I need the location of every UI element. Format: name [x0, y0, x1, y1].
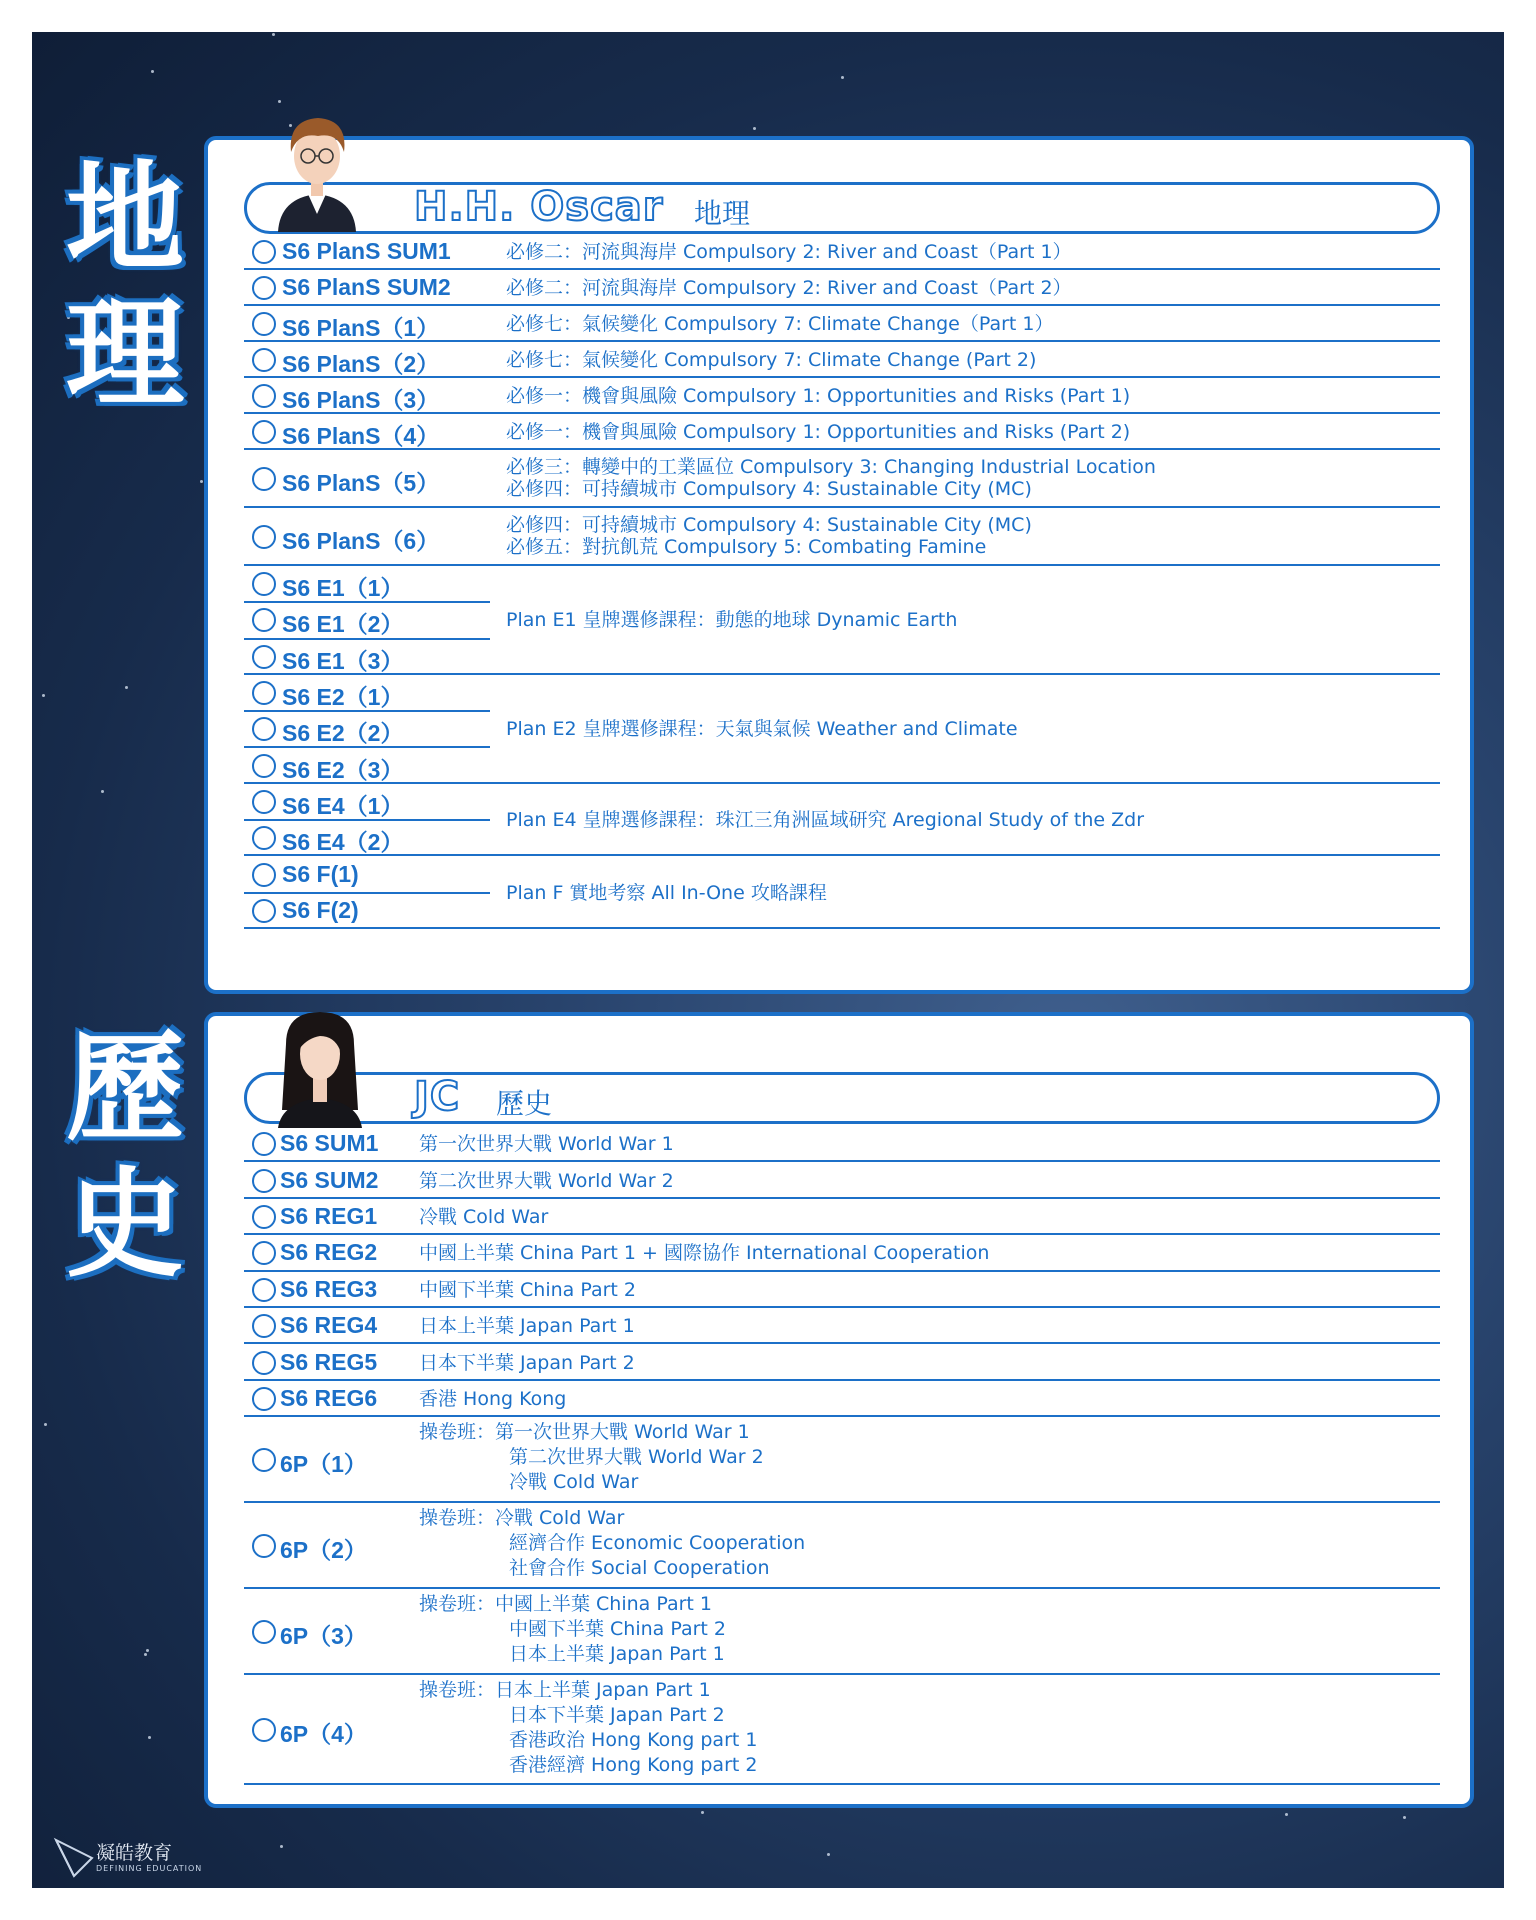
teacher-name: JC [414, 1074, 461, 1120]
course-row[interactable] [244, 1344, 1440, 1380]
select-circle[interactable] [252, 1314, 276, 1338]
course-group [244, 784, 1440, 857]
star [146, 1649, 149, 1652]
course-code: S6 F(2) [282, 896, 359, 923]
star [827, 1853, 830, 1856]
course-code: S6 REG3 [280, 1275, 378, 1302]
course-description: 日本上半葉 Japan Part 1 [509, 1643, 725, 1666]
course-description: 日本下半葉 Japan Part 2 [419, 1351, 635, 1374]
select-circle[interactable] [252, 1351, 276, 1375]
course-row[interactable] [244, 1235, 1440, 1271]
course-description: Plan E2 皇牌選修課程：天氣與氣候 Weather and Climate [506, 718, 1018, 741]
course-code: 6P（2） [280, 1537, 367, 1564]
star [101, 790, 104, 793]
select-circle[interactable] [252, 1718, 276, 1742]
course-code: S6 PlanS（3） [282, 387, 440, 413]
course-description: 必修五：對抗飢荒 Compulsory 5: Combating Famine [506, 536, 987, 558]
select-circle[interactable] [252, 863, 276, 887]
select-circle[interactable] [252, 826, 276, 850]
course-description: 第二次世界大戰 World War 2 [509, 1446, 764, 1469]
history-side-title [50, 1020, 200, 1292]
course-row[interactable] [244, 378, 1440, 414]
course-description: 必修七：氣候變化 Compulsory 7: Climate Change（Part 1） [506, 313, 1054, 335]
course-row[interactable] [244, 1162, 1440, 1198]
course-description: 必修七：氣候變化 Compulsory 7: Climate Change (Part 2) [506, 349, 1037, 371]
course-row[interactable] [244, 450, 1440, 508]
side-char: 理 [65, 285, 184, 423]
star [280, 1845, 283, 1848]
course-code: 6P（4） [280, 1721, 367, 1748]
subject-label: 地理 [694, 197, 751, 230]
select-circle[interactable] [252, 1169, 276, 1193]
course-description: 香港 Hong Kong [419, 1387, 567, 1410]
course-description: Plan E1 皇牌選修課程：動態的地球 Dynamic Earth [506, 609, 958, 632]
course-code: 6P（1） [280, 1451, 367, 1478]
course-description: 經濟合作 Economic Cooperation [509, 1532, 806, 1555]
select-circle[interactable] [252, 572, 276, 596]
subject-label: 歷史 [496, 1087, 553, 1120]
course-description: 操卷班：中國上半葉 China Part 1 [419, 1593, 712, 1616]
course-description: 第一次世界大戰 World War 1 [419, 1133, 674, 1156]
course-description: Plan F 實地考察 All In-One 攻略課程 [506, 881, 827, 904]
course-code: S6 SUM2 [280, 1166, 379, 1193]
course-description: 中國下半葉 China Part 2 [509, 1618, 726, 1641]
course-code: S6 E1（2） [282, 611, 404, 638]
course-description: 必修三：轉變中的工業區位 Compulsory 3: Changing Industrial Location [506, 456, 1156, 478]
course-description: 必修二：河流與海岸 Compulsory 2: River and Coast（Part 2） [506, 277, 1072, 299]
row-divider [244, 892, 490, 894]
course-description: 日本下半葉 Japan Part 2 [509, 1704, 725, 1727]
course-code: S6 E4（2） [282, 829, 404, 856]
logo-text-en: DEFINING EDUCATION [96, 1864, 203, 1873]
select-circle[interactable] [252, 1205, 276, 1229]
poster-background [32, 32, 1504, 1888]
course-row[interactable] [244, 1272, 1440, 1308]
course-code: S6 PlanS（4） [282, 423, 440, 449]
row-divider [244, 710, 490, 712]
select-circle[interactable] [252, 240, 276, 264]
course-description: 操卷班：第一次世界大戰 World War 1 [419, 1421, 750, 1444]
course-code: S6 REG5 [280, 1348, 378, 1375]
course-group [244, 675, 1440, 784]
course-row[interactable] [244, 1199, 1440, 1235]
row-divider [244, 638, 490, 640]
select-circle[interactable] [252, 681, 276, 705]
select-circle[interactable] [252, 1448, 276, 1472]
course-description: 操卷班：日本上半葉 Japan Part 1 [419, 1679, 711, 1702]
course-code: S6 E2（2） [282, 720, 404, 747]
geography-panel [204, 136, 1474, 994]
course-description: 必修四：可持續城市 Compulsory 4: Sustainable City (MC) [506, 478, 1032, 500]
course-code: S6 E1（3） [282, 647, 404, 674]
star [44, 1423, 47, 1426]
select-circle[interactable] [252, 608, 276, 632]
course-description: 第二次世界大戰 World War 2 [419, 1169, 674, 1192]
course-code: S6 E2（1） [282, 684, 404, 711]
course-row[interactable] [244, 1381, 1440, 1417]
course-code: S6 REG4 [280, 1312, 378, 1339]
row-divider [244, 819, 490, 821]
select-circle[interactable] [252, 276, 276, 300]
course-description: 必修二：河流與海岸 Compulsory 2: River and Coast（Part 1） [506, 241, 1072, 263]
course-description: 必修一：機會與風險 Compulsory 1: Opportunities and Risks (Part 2) [506, 421, 1131, 443]
course-description: 社會合作 Social Cooperation [509, 1557, 770, 1580]
star [1285, 1813, 1288, 1816]
star [841, 76, 844, 79]
course-description: 香港經濟 Hong Kong part 2 [509, 1754, 758, 1777]
star [1403, 1816, 1406, 1819]
select-circle[interactable] [252, 312, 276, 336]
course-code: S6 REG2 [280, 1239, 378, 1266]
course-row[interactable] [244, 342, 1440, 378]
select-circle[interactable] [252, 790, 276, 814]
course-code: S6 E4（1） [282, 792, 404, 819]
select-circle[interactable] [252, 1387, 276, 1411]
course-row[interactable] [244, 306, 1440, 342]
course-row[interactable] [244, 270, 1440, 306]
course-row[interactable] [244, 414, 1440, 450]
course-group [244, 856, 1440, 929]
course-group [244, 566, 1440, 675]
teacher-avatar [258, 102, 376, 232]
course-description: 日本上半葉 Japan Part 1 [419, 1315, 635, 1338]
star [148, 1736, 151, 1739]
side-char: 歷 [65, 1019, 184, 1157]
course-row[interactable] [244, 1503, 1440, 1589]
course-description: 必修一：機會與風險 Compulsory 1: Opportunities and Risks (Part 1) [506, 385, 1131, 407]
course-description: 冷戰 Cold War [509, 1471, 639, 1494]
star [144, 1653, 147, 1656]
star [753, 127, 756, 130]
course-code: S6 E1（1） [282, 575, 404, 602]
course-code: S6 E2（3） [282, 756, 404, 783]
course-description: 中國上半葉 China Part 1 + 國際協作 International Cooperation [419, 1242, 990, 1265]
course-description: 中國下半葉 China Part 2 [419, 1278, 636, 1301]
select-circle[interactable] [252, 525, 276, 549]
course-description: Plan E4 皇牌選修課程：珠江三角洲區域研究 Aregional Study of the Zdr [506, 809, 1145, 832]
course-code: S6 REG6 [280, 1384, 378, 1411]
select-circle[interactable] [252, 420, 276, 444]
select-circle[interactable] [252, 1241, 276, 1265]
select-circle[interactable] [252, 467, 276, 491]
select-circle[interactable] [252, 384, 276, 408]
select-circle[interactable] [252, 754, 276, 778]
course-row[interactable] [244, 234, 1440, 270]
star [42, 694, 45, 697]
course-row[interactable] [244, 1589, 1440, 1675]
course-description: 冷戰 Cold War [419, 1205, 549, 1228]
select-circle[interactable] [252, 348, 276, 372]
teacher-avatar [264, 1004, 376, 1128]
logo-icon [52, 1836, 96, 1880]
course-row[interactable] [244, 1308, 1440, 1344]
star [272, 33, 275, 36]
course-description: 操卷班：冷戰 Cold War [419, 1507, 625, 1530]
course-row[interactable] [244, 1675, 1440, 1785]
course-description: 香港政治 Hong Kong part 1 [509, 1729, 758, 1752]
geography-side-title [50, 150, 200, 422]
course-code: S6 PlanS（2） [282, 351, 440, 377]
row-divider [244, 746, 490, 748]
course-row[interactable] [244, 1126, 1440, 1162]
select-circle[interactable] [252, 1534, 276, 1558]
side-char: 地 [65, 149, 184, 287]
course-row[interactable] [244, 1417, 1440, 1503]
course-description: 必修四：可持續城市 Compulsory 4: Sustainable City (MC) [506, 514, 1032, 536]
course-code: S6 PlanS SUM2 [282, 274, 451, 300]
side-char: 史 [65, 1155, 184, 1293]
star [701, 1811, 704, 1814]
select-circle[interactable] [252, 899, 276, 923]
course-code: S6 PlanS（5） [282, 470, 440, 496]
select-circle[interactable] [252, 1132, 276, 1156]
star [125, 686, 128, 689]
star [200, 480, 203, 483]
select-circle[interactable] [252, 645, 276, 669]
teacher-name: H.H. Oscar [414, 184, 664, 230]
course-code: 6P（3） [280, 1623, 367, 1650]
row-divider [244, 601, 490, 603]
course-code: S6 PlanS（1） [282, 315, 440, 341]
course-code: S6 REG1 [280, 1202, 378, 1229]
history-panel [204, 1012, 1474, 1808]
select-circle[interactable] [252, 1278, 276, 1302]
select-circle[interactable] [252, 717, 276, 741]
course-code: S6 SUM1 [280, 1130, 379, 1157]
course-code: S6 PlanS（6） [282, 528, 440, 554]
course-code: S6 PlanS SUM1 [282, 238, 451, 264]
course-row[interactable] [244, 508, 1440, 566]
course-code: S6 F(1) [282, 860, 359, 887]
select-circle[interactable] [252, 1620, 276, 1644]
star [151, 70, 154, 73]
logo-text-cn: 凝皓教育 [96, 1842, 173, 1864]
